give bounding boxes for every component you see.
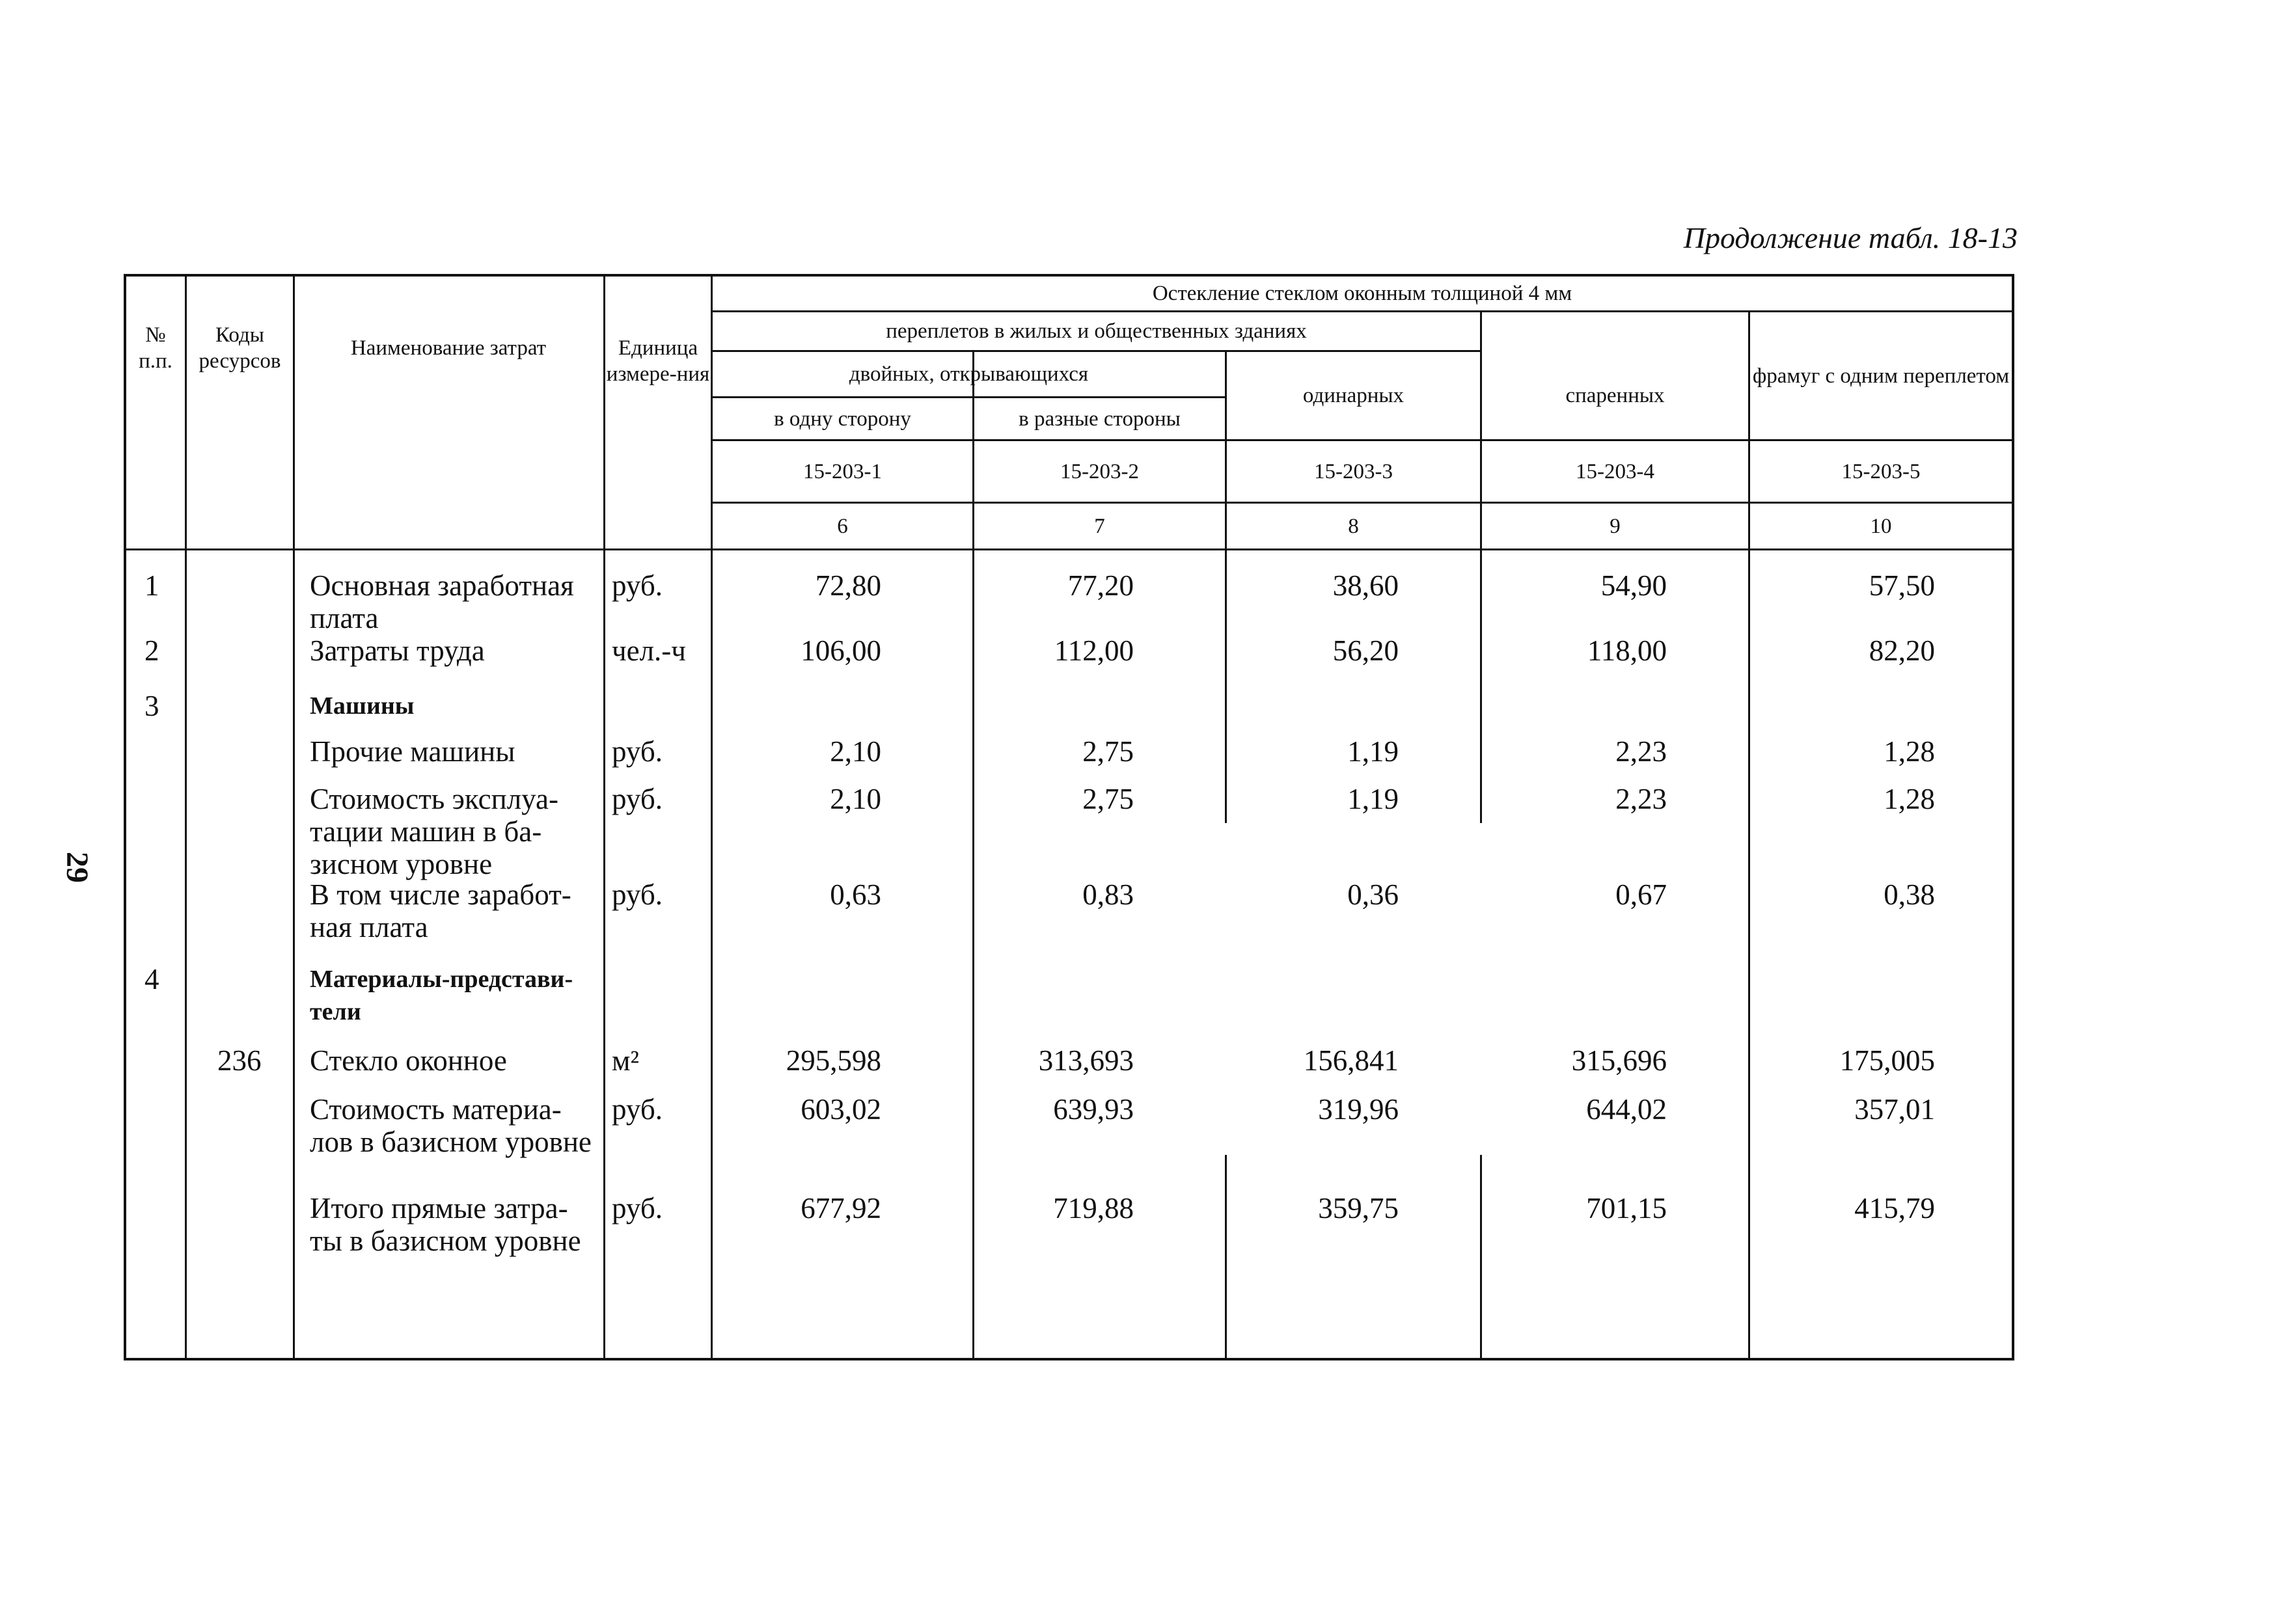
cost-value: 118,00 [1587, 634, 1667, 667]
cost-value: 77,20 [1067, 569, 1134, 602]
header-col-number: 7 [1094, 514, 1105, 538]
cost-value: 57,50 [1869, 569, 1935, 602]
cost-name: Итого прямые затра-ты в базисном уровне [310, 1192, 581, 1257]
cost-name: Машины [310, 692, 415, 720]
unit: руб. [612, 735, 663, 768]
header-code: 15-203-4 [1576, 459, 1654, 483]
header-code: 15-203-2 [1060, 459, 1139, 483]
cost-value: 639,93 [1053, 1093, 1134, 1126]
table-line [1480, 1155, 1482, 1358]
cost-name: Основная заработная плата [310, 569, 574, 634]
cost-value: 0,63 [830, 878, 881, 911]
cost-value: 56,20 [1332, 634, 1399, 667]
cost-value: 1,19 [1347, 783, 1399, 815]
cost-value: 677,92 [801, 1192, 881, 1225]
cost-value: 0,36 [1347, 878, 1399, 911]
page-number: 29 [60, 852, 94, 883]
table-line [126, 548, 2012, 550]
row-number: 2 [144, 634, 159, 667]
cost-value: 319,96 [1318, 1093, 1399, 1126]
cost-name: Стоимость эксплуа-тации машин в ба-зисном уровне [310, 783, 559, 880]
header-col-number: 8 [1348, 514, 1359, 538]
header-code: 15-203-1 [803, 459, 882, 483]
unit: руб. [612, 878, 663, 911]
header-col-number: 10 [1870, 514, 1892, 538]
row-number: 4 [144, 963, 159, 995]
cost-value: 313,693 [1038, 1044, 1134, 1077]
cost-value: 2,23 [1615, 783, 1667, 815]
cost-value: 0,67 [1615, 878, 1667, 911]
header-codes: Коды ресурсов [199, 323, 281, 373]
header-subgroup-title: переплетов в жилых и общественных зданиях [886, 319, 1307, 343]
cost-value: 644,02 [1586, 1093, 1667, 1126]
header-name: Наименование затрат [350, 336, 547, 360]
row-number: 3 [144, 690, 159, 722]
header-col-number: 9 [1610, 514, 1621, 538]
cost-name: Затраты труда [310, 634, 485, 667]
unit: руб. [612, 1192, 663, 1225]
cost-value: 295,598 [786, 1044, 881, 1077]
header-code: 15-203-5 [1841, 459, 1921, 483]
cost-value: 701,15 [1586, 1192, 1667, 1225]
resource-code: 236 [217, 1044, 262, 1077]
cost-value: 1,28 [1884, 783, 1935, 815]
cost-table [124, 274, 2014, 1360]
cost-value: 38,60 [1332, 569, 1399, 602]
table-line [603, 277, 605, 1358]
table-line [293, 277, 295, 1358]
cost-value: 175,005 [1839, 1044, 1935, 1077]
header-paired: спаренных [1565, 384, 1665, 407]
header-no: № п.п. [139, 323, 172, 373]
header-transom: фрамуг с одним переплетом [1752, 364, 2010, 388]
cost-value: 2,10 [830, 735, 881, 768]
cost-value: 719,88 [1053, 1192, 1134, 1225]
unit: руб. [612, 569, 663, 602]
header-unit: Единица измере-ния [606, 336, 710, 386]
cost-name: Материалы-представи-тели [310, 966, 573, 1025]
cost-value: 415,79 [1854, 1192, 1935, 1225]
table-line [185, 277, 187, 1358]
unit: руб. [612, 1093, 663, 1126]
header-diff-sides: в разные стороны [1019, 407, 1181, 431]
unit: руб. [612, 783, 663, 815]
header-single: одинарных [1302, 384, 1405, 407]
cost-value: 2,10 [830, 783, 881, 815]
cost-value: 72,80 [815, 569, 881, 602]
cost-value: 106,00 [801, 634, 881, 667]
header-double: двойных, открывающихся [849, 362, 1089, 386]
cost-name: В том числе заработ-ная плата [310, 878, 571, 943]
table-line [1225, 1155, 1227, 1358]
cost-value: 156,841 [1303, 1044, 1399, 1077]
cost-value: 82,20 [1869, 634, 1935, 667]
header-col-number: 6 [837, 514, 848, 538]
header-code: 15-203-3 [1314, 459, 1393, 483]
cost-value: 357,01 [1854, 1093, 1935, 1126]
cost-value: 0,83 [1082, 878, 1134, 911]
cost-name: Стоимость материа-лов в базисном уровне [310, 1093, 592, 1158]
header-group-title: Остекление стеклом оконным толщиной 4 мм [1152, 282, 1572, 305]
unit: чел.-ч [612, 634, 686, 667]
cost-value: 359,75 [1318, 1192, 1399, 1225]
cost-value: 1,28 [1884, 735, 1935, 768]
cost-value: 2,75 [1082, 735, 1134, 768]
cost-value: 2,23 [1615, 735, 1667, 768]
cost-name: Прочие машины [310, 735, 515, 768]
table-caption: Продолжение табл. 18-13 [1683, 221, 2018, 254]
cost-value: 315,696 [1571, 1044, 1667, 1077]
cost-value: 603,02 [801, 1093, 881, 1126]
row-number: 1 [144, 569, 159, 602]
cost-value: 54,90 [1600, 569, 1667, 602]
cost-name: Стекло оконное [310, 1044, 507, 1077]
header-one-side: в одну сторону [774, 407, 911, 431]
cost-value: 112,00 [1054, 634, 1134, 667]
cost-value: 2,75 [1082, 783, 1134, 815]
unit: м² [612, 1044, 639, 1077]
cost-value: 1,19 [1347, 735, 1399, 768]
cost-value: 0,38 [1884, 878, 1935, 911]
